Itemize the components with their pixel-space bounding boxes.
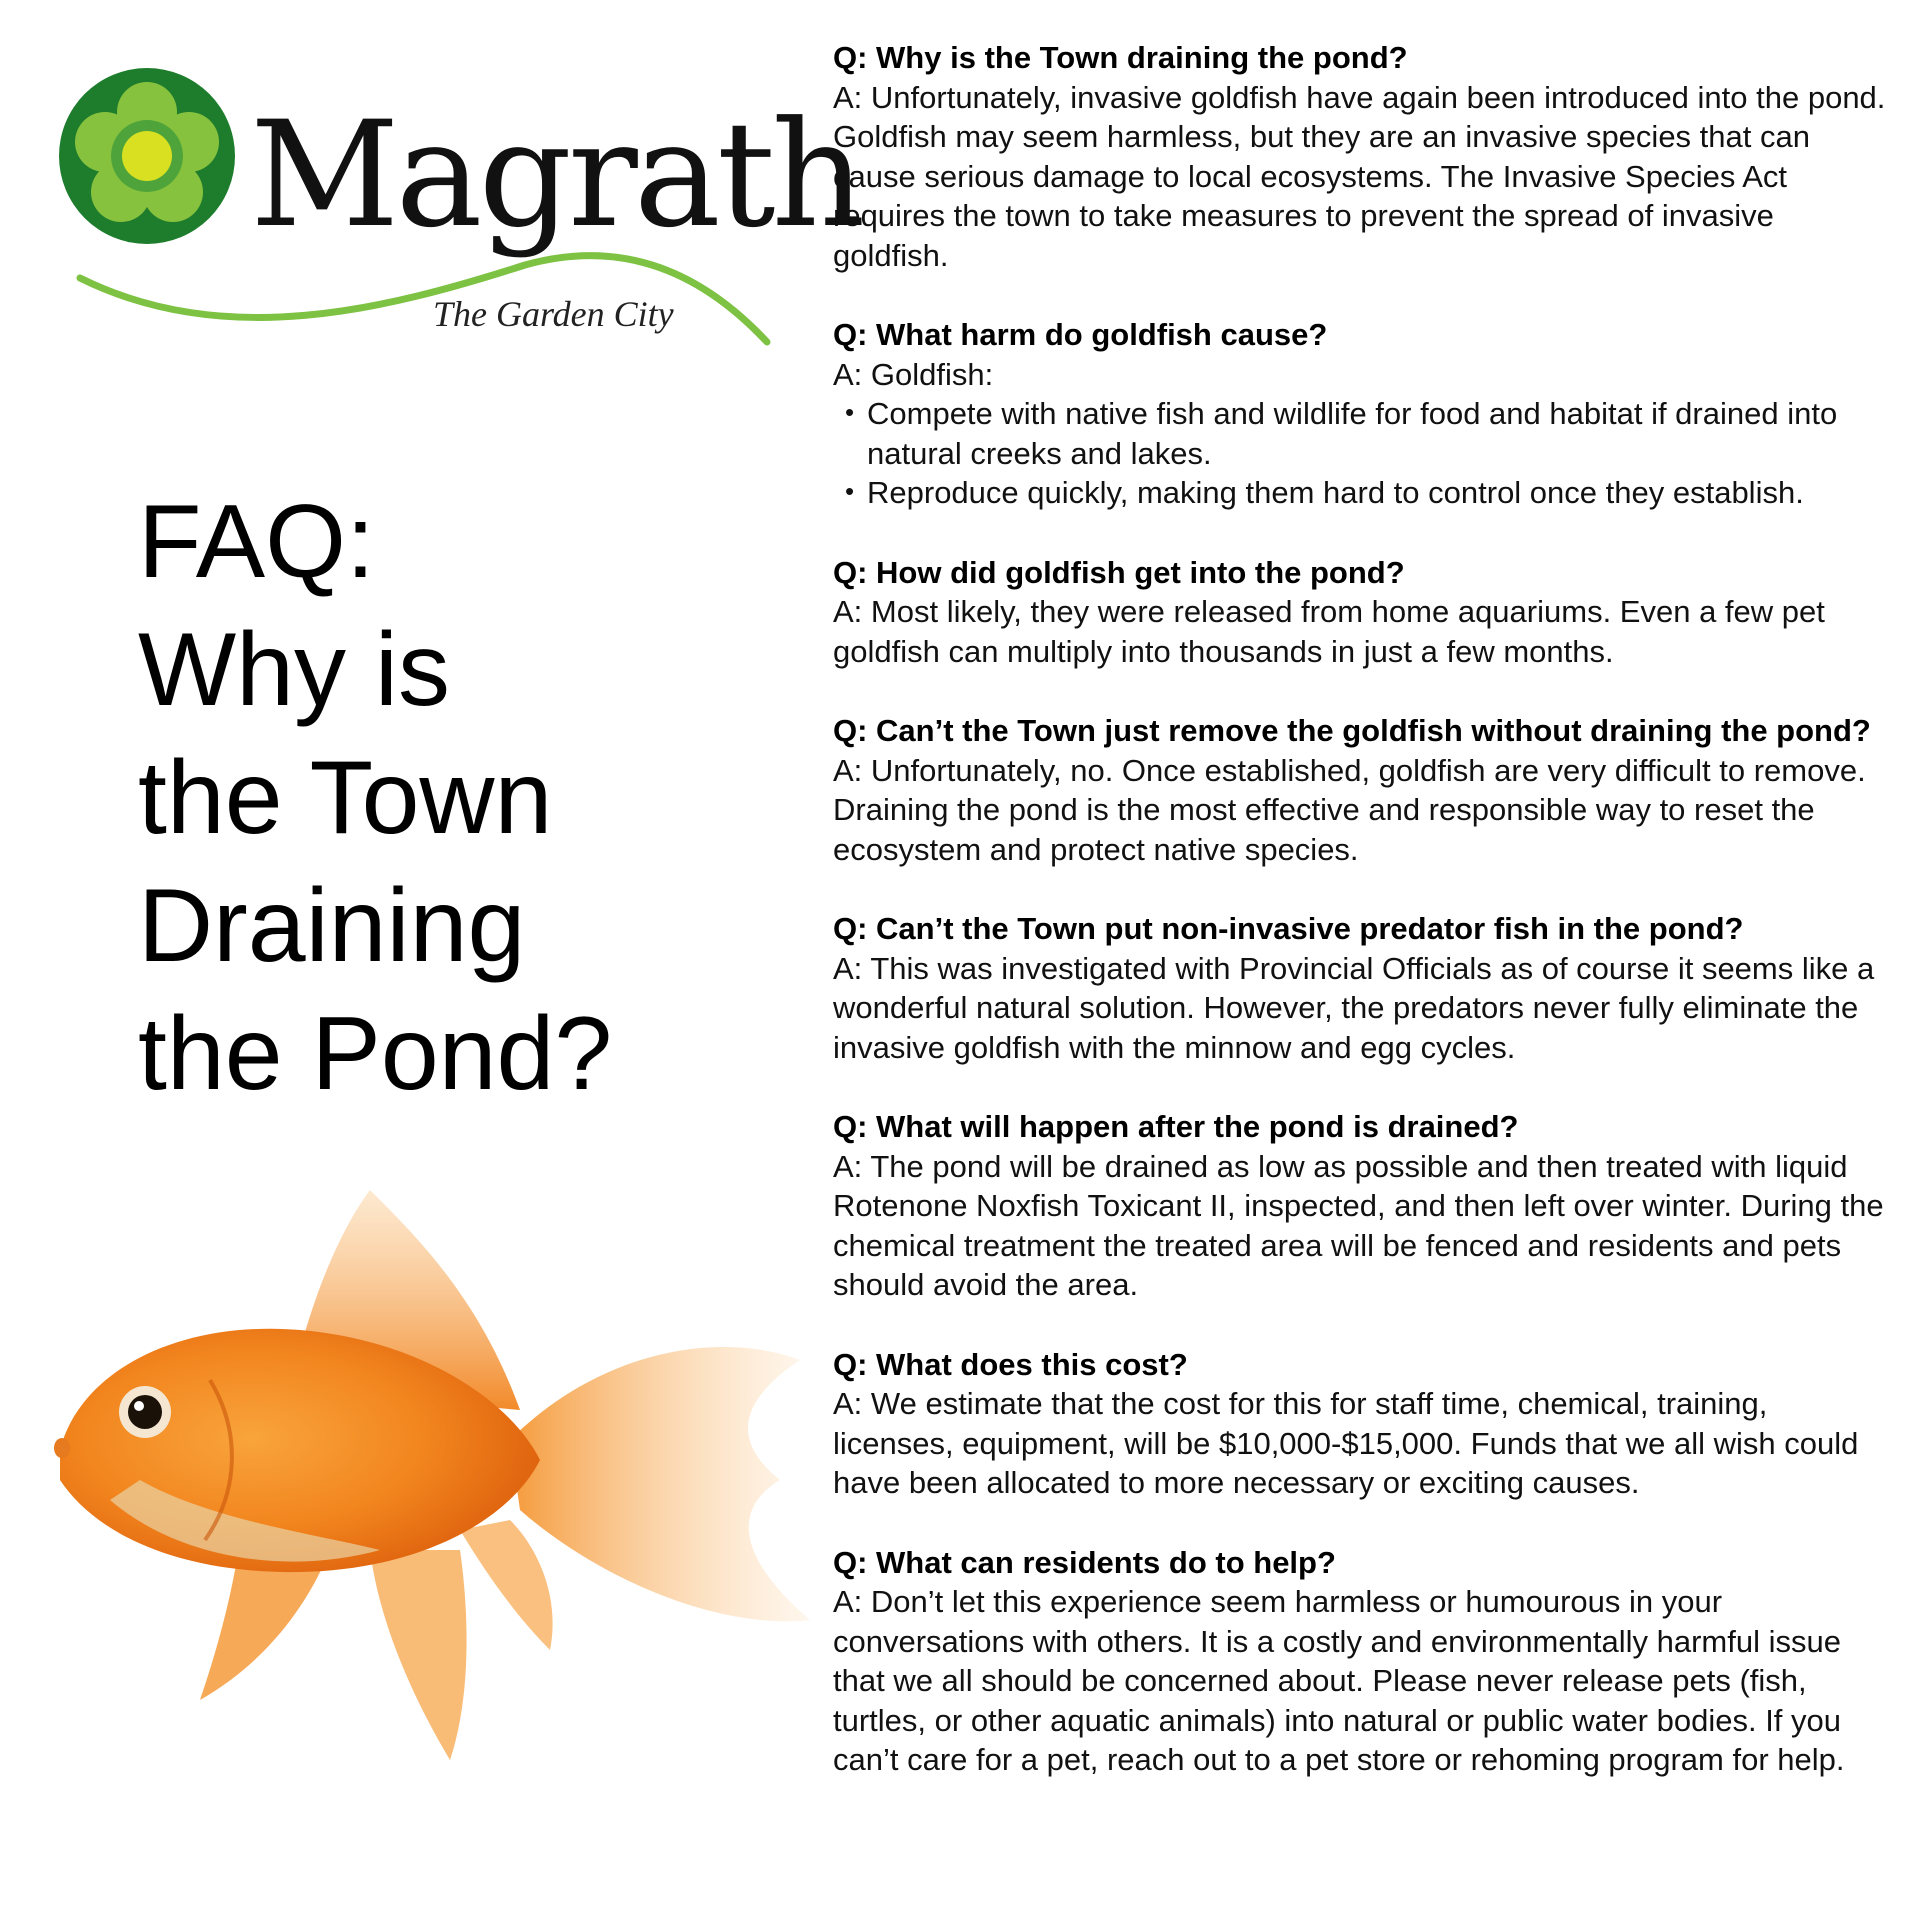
faq-question: Q: What does this cost? [833, 1346, 1188, 1382]
faq-answer: A: Unfortunately, invasive goldfish have again been introduced into the pond. Goldfish may seem harmless, but they are an invasive species that can cause serious damage to local ecosystems. The Invasive Species Act requires the town to take measures to prevent the spread of invasive goldfish. [833, 79, 1886, 273]
faq-answer: A: This was investigated with Provincial Officials as of course it seems like a wonderful natural solution. However, the predators never fully eliminate the invasive goldfish with the minnow and egg cycles. [833, 950, 1875, 1065]
faq-question: Q: What will happen after the pond is drained? [833, 1109, 1519, 1144]
faq-question: Q: Can’t the Town just remove the goldfish without draining the pond? [833, 713, 1871, 748]
logo-tagline: The Garden City [433, 294, 674, 334]
faq-answer: A: Most likely, they were released from home aquariums. Even a few pet goldfish can multiply into thousands in just a few months. [833, 594, 1825, 669]
faq-question: Q: What can residents do to help? [833, 1544, 1336, 1580]
faq-bullet: • Reproduce quickly, making them hard to control once they establish. [833, 473, 1893, 513]
faq-answer: A: Goldfish: [833, 356, 994, 392]
faq-item [833, 711, 1893, 869]
faq-item [833, 315, 1893, 513]
faq-item [833, 1543, 1893, 1780]
goldfish-illustration [40, 1180, 820, 1780]
faq-list [833, 38, 1893, 1820]
title-line: the Town [138, 740, 553, 856]
magrath-logo [55, 60, 862, 350]
faq-answer: A: The pond will be drained as low as possible and then treated with liquid Rotenone Noxfish Toxicant II, inspected, and then left over winter. During the chemical treatment the treated area will be fenced and residents and pets should avoid the area. [833, 1148, 1884, 1302]
title-line: Why is [138, 612, 450, 728]
faq-item [833, 38, 1893, 275]
logo-wordmark: Magrath [250, 90, 862, 260]
faq-item [833, 909, 1893, 1067]
title-line: the Pond? [138, 996, 613, 1112]
page-title [138, 478, 738, 1118]
faq-question: Q: Can’t the Town put non-invasive predator fish in the pond? [833, 911, 1744, 946]
faq-answer: A: Unfortunately, no. Once established, goldfish are very difficult to remove. Draining the pond is the most effective and responsible way to reset the ecosystem and protect native species. [833, 752, 1866, 867]
faq-bullet-list [833, 394, 1893, 513]
faq-question: Q: Why is the Town draining the pond? [833, 40, 1408, 75]
faq-item [833, 1345, 1893, 1503]
faq-item [833, 553, 1893, 672]
faq-bullet: • Compete with native fish and wildlife for food and habitat if drained into natural creeks and lakes. [833, 394, 1893, 473]
faq-answer: A: We estimate that the cost for this for staff time, chemical, training, licenses, equipment, will be $10,000-$15,000. Funds that we all wish could have been allocated to more necessary or exciting causes. [833, 1386, 1859, 1500]
title-line: Draining [138, 868, 526, 984]
faq-item [833, 1107, 1893, 1305]
faq-question: Q: What harm do goldfish cause? [833, 317, 1328, 352]
faq-question: Q: How did goldfish get into the pond? [833, 554, 1405, 590]
faq-answer: A: Don’t let this experience seem harmless or humourous in your conversations with others. It is a costly and environmentally harmful issue that we all should be concerned about. Please never release pets (fish, turtles, or other aquatic animals) into natural or public water bodies. If you can’t care for a pet, reach out to a pet store or rehoming program for help. [833, 1584, 1845, 1777]
title-line: FAQ: [138, 484, 375, 600]
goldfish-icon [40, 1180, 820, 1780]
